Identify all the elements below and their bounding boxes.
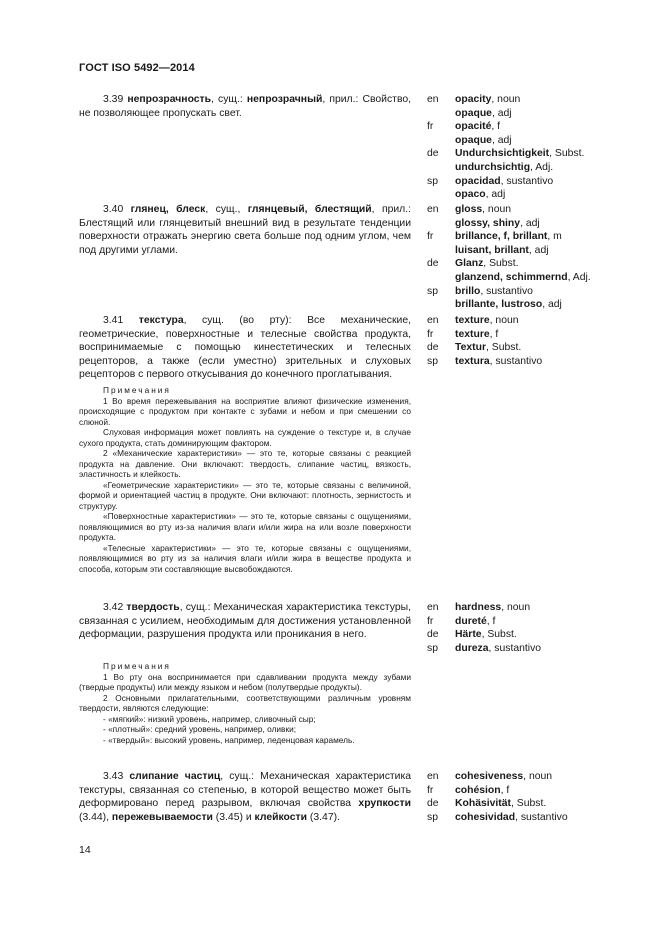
note-paragraph: 2 Основными прилагательными, соответствующими различным уровням твердости, являются следующие: — [79, 692, 411, 713]
equivalent-row — [427, 811, 637, 825]
equivalent-row — [427, 217, 637, 231]
note-paragraph: 1 Во рту она воспринимается при сдавливании продукта между зубами (твердые продукты) или между языком и небом (полутвердые продукты). — [79, 671, 411, 692]
entry-definition: Механическая характеристика текстуры, связанная со степенью, в которой вещество может быть деформировано перед разрывом, включая свойства — [79, 771, 412, 810]
cross-reference: хрупкости — [358, 798, 411, 810]
lang-code — [427, 217, 455, 231]
lang-code: de — [427, 798, 439, 810]
equivalent-term: opacity — [455, 94, 492, 105]
equivalents-3-43 — [427, 770, 637, 824]
entry-term: текстура — [138, 315, 184, 326]
lang-code: fr — [427, 231, 434, 243]
equivalent-term: texture — [455, 328, 490, 340]
equivalent-row — [427, 244, 637, 258]
cross-reference: клейкости — [254, 811, 308, 823]
grammar: , adj — [491, 134, 512, 146]
equivalent-row — [427, 188, 637, 202]
entry-pos: , сущ.: — [179, 602, 214, 613]
entry-term: слипание частиц — [129, 771, 221, 782]
lang-code: de — [427, 148, 439, 160]
lang-code: en — [427, 315, 439, 326]
equivalent-term: opaque — [455, 107, 492, 119]
entry-definition: Механическая характеристика текстуры, связанная с усилием, необходимым для достижения установленной деформации, разрушения продукта или проникания в него. — [79, 602, 412, 641]
grammar: , f — [500, 784, 510, 796]
note-paragraph: «Геометрические характеристики» — это те, которые связаны с величиной, формой и ориентацией частиц в продукте. Они включают: плотность, зернистость и структуру. — [79, 479, 411, 511]
entry-3-42 — [79, 601, 411, 642]
equivalent-term: opaque — [455, 134, 492, 146]
equivalent-term: glanzend, schimmernd — [455, 271, 568, 283]
equivalent-row — [427, 230, 637, 244]
entry-pos: , прил.: — [322, 94, 363, 105]
entry-definition: Блестящий или глянцевитый внешний вид в результате тенденции поверхности отражать энергию света больше под одним углом, чем под другими углами. — [79, 217, 411, 256]
equivalent-row — [427, 203, 637, 217]
grammar: , Subst. — [549, 148, 585, 160]
equivalent-term: textura — [455, 355, 490, 367]
equivalent-row — [427, 328, 637, 342]
grammar: , sustantivo — [500, 175, 554, 187]
note-paragraph: 1 Во время пережевывания на восприятие влияют физические изменения, происходящие с продуктом при контакте с зубами и небом и при смешении со слюной. — [79, 395, 411, 427]
lang-code: fr — [427, 615, 434, 627]
equivalent-row — [427, 120, 637, 134]
equivalent-row — [427, 784, 637, 798]
grammar: , Subst. — [485, 342, 522, 354]
note-paragraph: 2 «Механические характеристики» — это те, которые связаны с реакцией продукта на давление. Они включают: твердость, слипание частиц, вязкость, эластичность и клейкость. — [79, 448, 411, 479]
equivalent-row — [427, 314, 637, 328]
lang-code: sp — [427, 642, 438, 654]
equivalent-term: brillo — [455, 285, 481, 297]
equivalent-term: cohesiveness — [455, 771, 524, 782]
equivalents-3-42 — [427, 601, 637, 655]
document-header: ГОСТ ISO 5492—2014 — [79, 62, 195, 74]
equivalent-term: Undurchsichtigkeit — [455, 148, 550, 160]
equivalent-term: Härte — [455, 629, 482, 641]
entry-number: 3.40 — [103, 204, 124, 215]
lang-code — [427, 188, 455, 202]
equivalent-row — [427, 615, 637, 629]
equivalent-term: brillante, lustroso — [455, 299, 543, 311]
grammar: , sustantivo — [489, 355, 543, 367]
grammar: , adj — [485, 189, 506, 201]
lang-code — [427, 298, 455, 312]
entry-number: 3.43 — [103, 771, 124, 782]
entry-pos: , сущ. (во рту): — [183, 315, 308, 326]
entry-definition: Все механические, геометрические, поверхностные и телесные свойства продукта, воспринимаемые с помощью кинестетических и телесных рецепторов, а также (если уместно) зрительных и слуховых рецепторов с первого откусывания до конечного проглатывания. — [79, 315, 412, 381]
cross-reference: пережевываемости — [111, 811, 213, 823]
lang-code: en — [427, 771, 439, 782]
grammar: , Adj. — [530, 161, 554, 173]
equivalents-3-40 — [427, 203, 637, 312]
lang-code: sp — [427, 175, 438, 187]
grammar: , f — [491, 121, 501, 133]
grammar: , Adj. — [567, 271, 591, 283]
lang-code — [427, 134, 455, 148]
equivalent-term: undurchsichtig — [455, 161, 531, 173]
equivalent-row — [427, 271, 637, 285]
equivalent-row — [427, 285, 637, 299]
entry-pos: , сущ., — [205, 204, 248, 215]
entry-adjective: глянцевый, блестящий — [247, 204, 372, 215]
equivalent-row — [427, 341, 637, 355]
equivalent-row — [427, 107, 637, 121]
entry-pos: , сущ.: — [211, 94, 247, 105]
grammar: , adj — [542, 299, 562, 311]
grammar: , m — [547, 231, 562, 243]
notes-3-42 — [79, 661, 411, 745]
notes-title: Примечания — [103, 661, 171, 671]
lang-code: fr — [427, 328, 434, 340]
equivalent-term: hardness — [455, 602, 502, 613]
equivalent-row — [427, 628, 637, 642]
grammar: , noun — [482, 204, 512, 215]
note-paragraph: «Телесные характеристики» — это те, которые связаны с ощущениями, появляющимися во рту из за наличия влаги и/или жира в веществе продукта и способа, которым эти составляющие высвобождаются. — [79, 542, 411, 574]
equivalent-row — [427, 298, 637, 312]
cross-reference-number: (3.44), — [79, 811, 112, 823]
equivalent-term: Glanz — [455, 258, 484, 270]
equivalent-term: dureza — [455, 642, 489, 654]
equivalent-row — [427, 770, 637, 784]
lang-code: en — [427, 94, 439, 105]
lang-code — [427, 271, 455, 285]
entry-definition: Свойство, не позволяющее пропускать свет. — [79, 94, 412, 119]
equivalent-term: texture — [455, 315, 490, 326]
equivalent-row — [427, 601, 637, 615]
notes-title: Примечания — [103, 385, 171, 395]
grammar: , noun — [491, 94, 521, 105]
equivalent-row — [427, 161, 637, 175]
grammar: , Subst. — [483, 258, 519, 270]
grammar: , noun — [501, 602, 531, 613]
equivalent-row — [427, 642, 637, 656]
grammar: , f — [486, 615, 496, 627]
grammar: , sustantivo — [488, 642, 542, 654]
equivalents-3-41 — [427, 314, 637, 368]
grammar: , f — [489, 328, 499, 340]
equivalent-term: opacité — [455, 121, 492, 133]
lang-code: de — [427, 629, 439, 641]
equivalent-term: glossy, shiny — [455, 217, 521, 229]
entry-3-40 — [79, 203, 411, 257]
equivalent-term: brillance, f, brillant — [455, 231, 548, 243]
equivalent-term: cohesividad — [455, 811, 516, 823]
entry-3-39 — [79, 93, 411, 120]
grammar: , Subst. — [511, 798, 547, 810]
entry-pos: , прил.: — [371, 204, 411, 215]
lang-code: en — [427, 602, 439, 613]
equivalent-term: opaco — [455, 189, 486, 201]
equivalent-row — [427, 147, 637, 161]
equivalent-row — [427, 797, 637, 811]
note-paragraph: «Поверхностные характеристики» — это те, которые связаны с ощущениями, появляющимися во рту из-за наличия влаги и/или жира на или возле поверхности продукта. — [79, 511, 411, 542]
equivalent-term: luisant, brillant — [455, 244, 529, 256]
entry-term: непрозрачность — [127, 94, 212, 105]
grammar: , sustantivo — [480, 285, 533, 297]
grammar: , noun — [489, 315, 519, 326]
grammar: , noun — [523, 771, 553, 782]
entry-number: 3.39 — [103, 94, 124, 105]
cross-reference-number: (3.45) и — [212, 811, 255, 823]
note-list-item: - «мягкий»: низкий уровень, например, сливочный сыр; — [103, 713, 316, 724]
grammar: , Subst. — [481, 629, 517, 641]
lang-code: de — [427, 342, 439, 354]
entry-3-41 — [79, 314, 411, 382]
entry-pos: , сущ.: — [220, 771, 261, 782]
entry-adjective: непрозрачный — [246, 94, 323, 105]
equivalent-term: dureté — [455, 615, 487, 627]
equivalent-term: gloss — [455, 204, 483, 215]
equivalent-row — [427, 175, 637, 189]
equivalent-term: opacidad — [455, 175, 501, 187]
lang-code: fr — [427, 784, 434, 796]
equivalent-term: Textur — [455, 342, 486, 354]
lang-code: sp — [427, 285, 438, 297]
equivalents-3-39 — [427, 93, 637, 202]
equivalent-term: Kohäsivität — [455, 798, 512, 810]
lang-code: sp — [427, 811, 438, 823]
cross-reference-number: (3.47). — [307, 811, 340, 823]
equivalent-row — [427, 355, 637, 369]
lang-code — [427, 107, 455, 121]
entry-term: твердость — [126, 602, 180, 613]
lang-code — [427, 244, 455, 258]
lang-code: sp — [427, 355, 438, 367]
grammar: , sustantivo — [515, 811, 568, 823]
notes-3-41 — [79, 385, 411, 574]
lang-code: fr — [427, 121, 434, 133]
equivalent-row — [427, 134, 637, 148]
grammar: , adj — [528, 244, 549, 256]
equivalent-row — [427, 93, 637, 107]
entry-3-43 — [79, 770, 411, 824]
note-paragraph: Слуховая информация может повлиять на суждение о текстуре и, в случае сухого продукта, стать доминирующим фактором. — [79, 427, 411, 448]
lang-code: de — [427, 258, 439, 270]
equivalent-term: cohésion — [455, 784, 501, 796]
entry-number: 3.42 — [103, 602, 124, 613]
equivalent-row — [427, 257, 637, 271]
grammar: , adj — [520, 217, 540, 229]
note-list-item: - «плотный»: средний уровень, например, оливки; — [103, 724, 297, 734]
page-number: 14 — [79, 844, 91, 856]
grammar: , adj — [491, 107, 512, 119]
lang-code — [427, 161, 455, 175]
entry-term: глянец, блеск — [130, 204, 206, 215]
entry-number: 3.41 — [103, 315, 124, 326]
lang-code: en — [427, 204, 439, 215]
note-list-item: - «твердый»: высокий уровень, например, леденцовая карамель. — [103, 734, 355, 745]
